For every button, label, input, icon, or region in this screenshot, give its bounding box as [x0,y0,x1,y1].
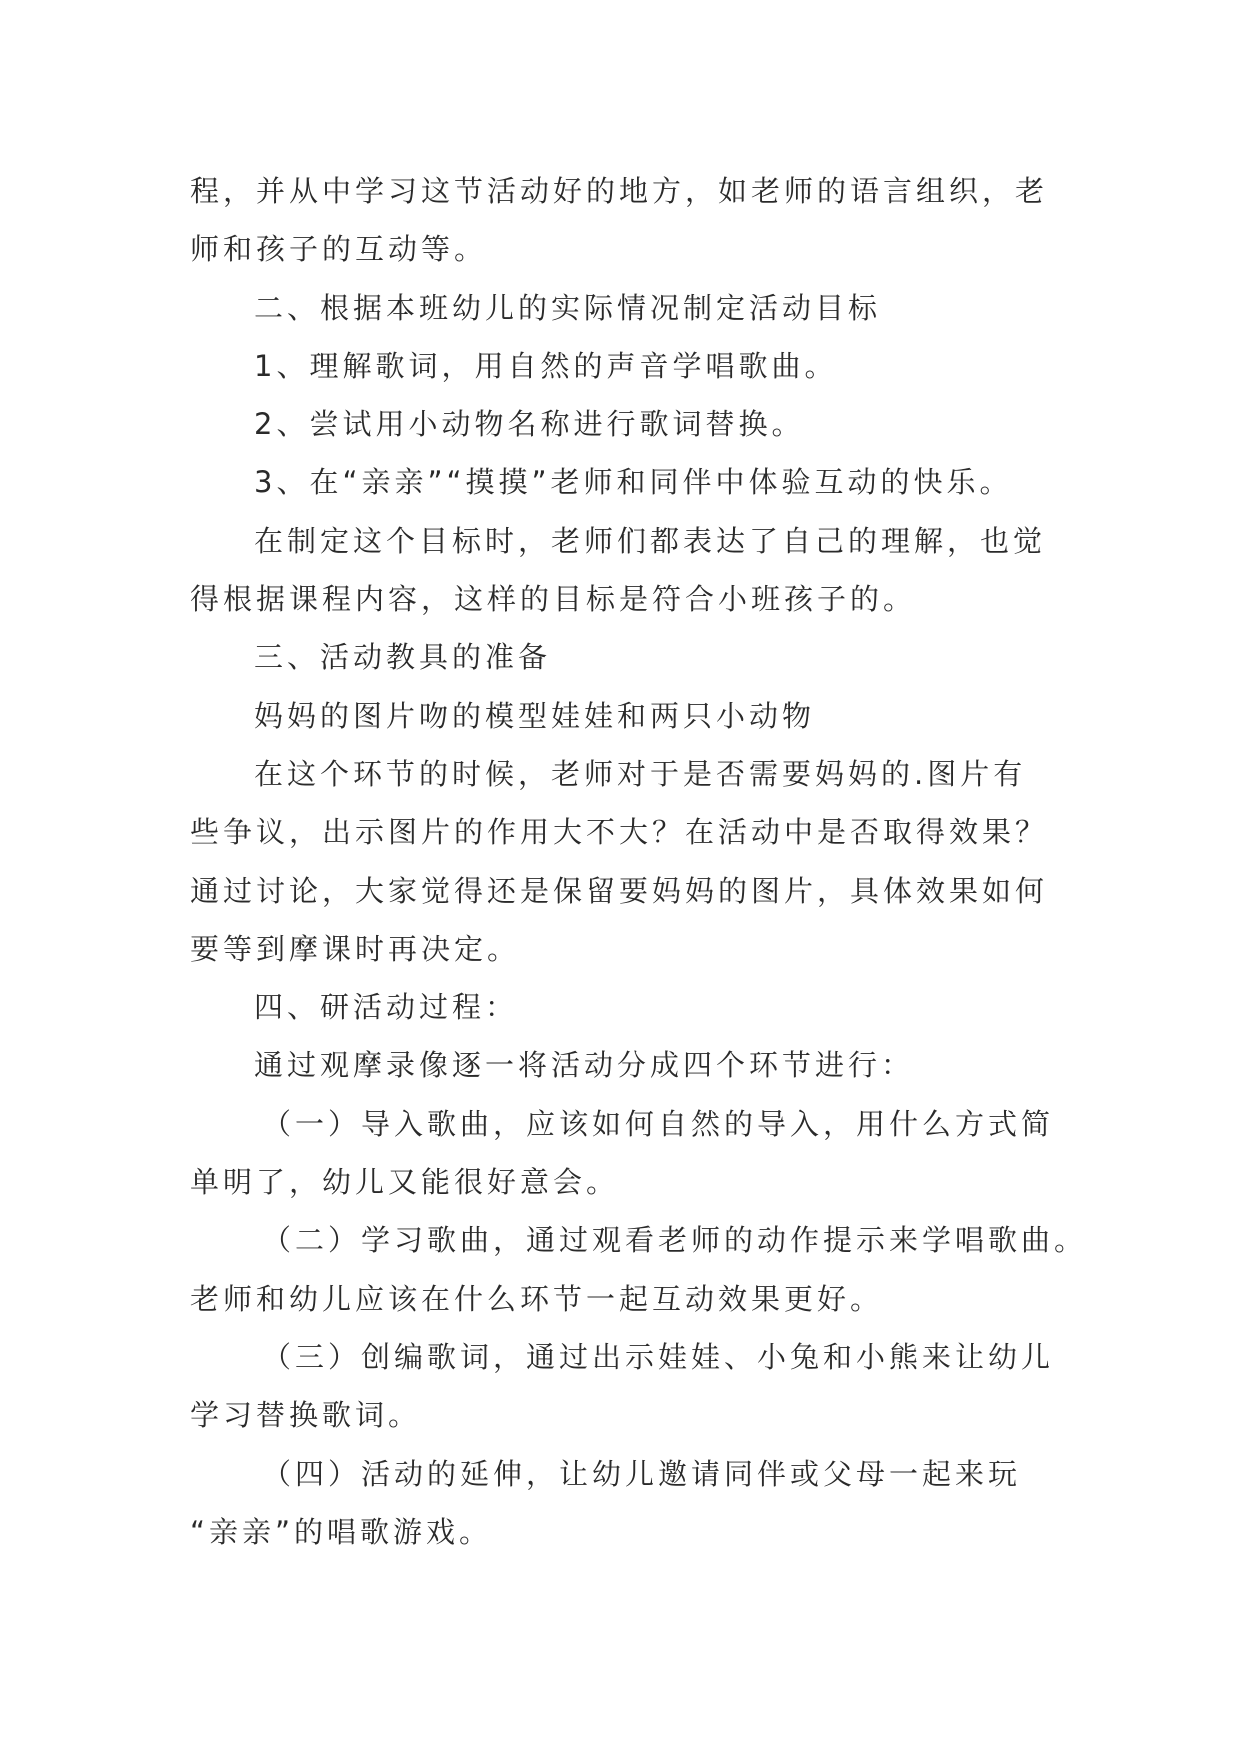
paragraph-line: 程，并从中学习这节活动好的地方，如老师的语言组织，老 [190,174,1049,208]
paragraph-line: 得根据课程内容，这样的目标是符合小班孩子的。 [190,582,917,617]
step-item: （三）创编歌词，通过出示娃娃、小兔和小熊来让幼儿 [262,1339,1055,1374]
section-heading: 二、根据本班幼儿的实际情况制定活动目标 [254,290,882,325]
goal-item: 2、尝试用小动物名称进行歌词替换。 [254,407,805,442]
section-heading: 三、活动教具的准备 [254,640,552,675]
paragraph-line: 妈妈的图片吻的模型娃娃和两只小动物 [254,698,816,733]
paragraph-line: 通过讨论，大家觉得还是保留要妈妈的图片，具体效果如何 [190,873,1049,908]
paragraph-line: 在制定这个目标时，老师们都表达了自己的理解，也觉 [254,523,1047,558]
document-body [190,162,1088,1561]
paragraph-line: 些争议，出示图片的作用大不大？在活动中是否取得效果？ [190,815,1049,850]
section-heading: 四、研活动过程： [254,990,519,1025]
step-item: （一）导入歌曲，应该如何自然的导入，用什么方式简 [262,1106,1055,1141]
paragraph-line: 单明了，幼儿又能很好意会。 [190,1165,620,1200]
paragraph-line: 师和孩子的互动等。 [190,232,488,267]
paragraph-line: 学习替换歌词。 [190,1398,422,1433]
paragraph-line: 通过观摩录像逐一将活动分成四个环节进行： [254,1048,915,1083]
step-item: （二）学习歌曲，通过观看老师的动作提示来学唱歌曲。 [262,1223,1088,1258]
paragraph-line: 老师和幼儿应该在什么环节一起互动效果更好。 [190,1281,884,1316]
paragraph-line: “亲亲”的唱歌游戏。 [190,1514,493,1549]
paragraph-line: 要等到摩课时再决定。 [190,931,521,966]
paragraph-line: 在这个环节的时候，老师对于是否需要妈妈的.图片有 [254,756,1027,791]
goal-item: 3、在“亲亲”“摸摸”老师和同伴中体验互动的快乐。 [254,465,1013,500]
goal-item: 1、理解歌词，用自然的声音学唱歌曲。 [254,348,838,383]
step-item: （四）活动的延伸，让幼儿邀请同伴或父母一起来玩 [262,1456,1022,1491]
